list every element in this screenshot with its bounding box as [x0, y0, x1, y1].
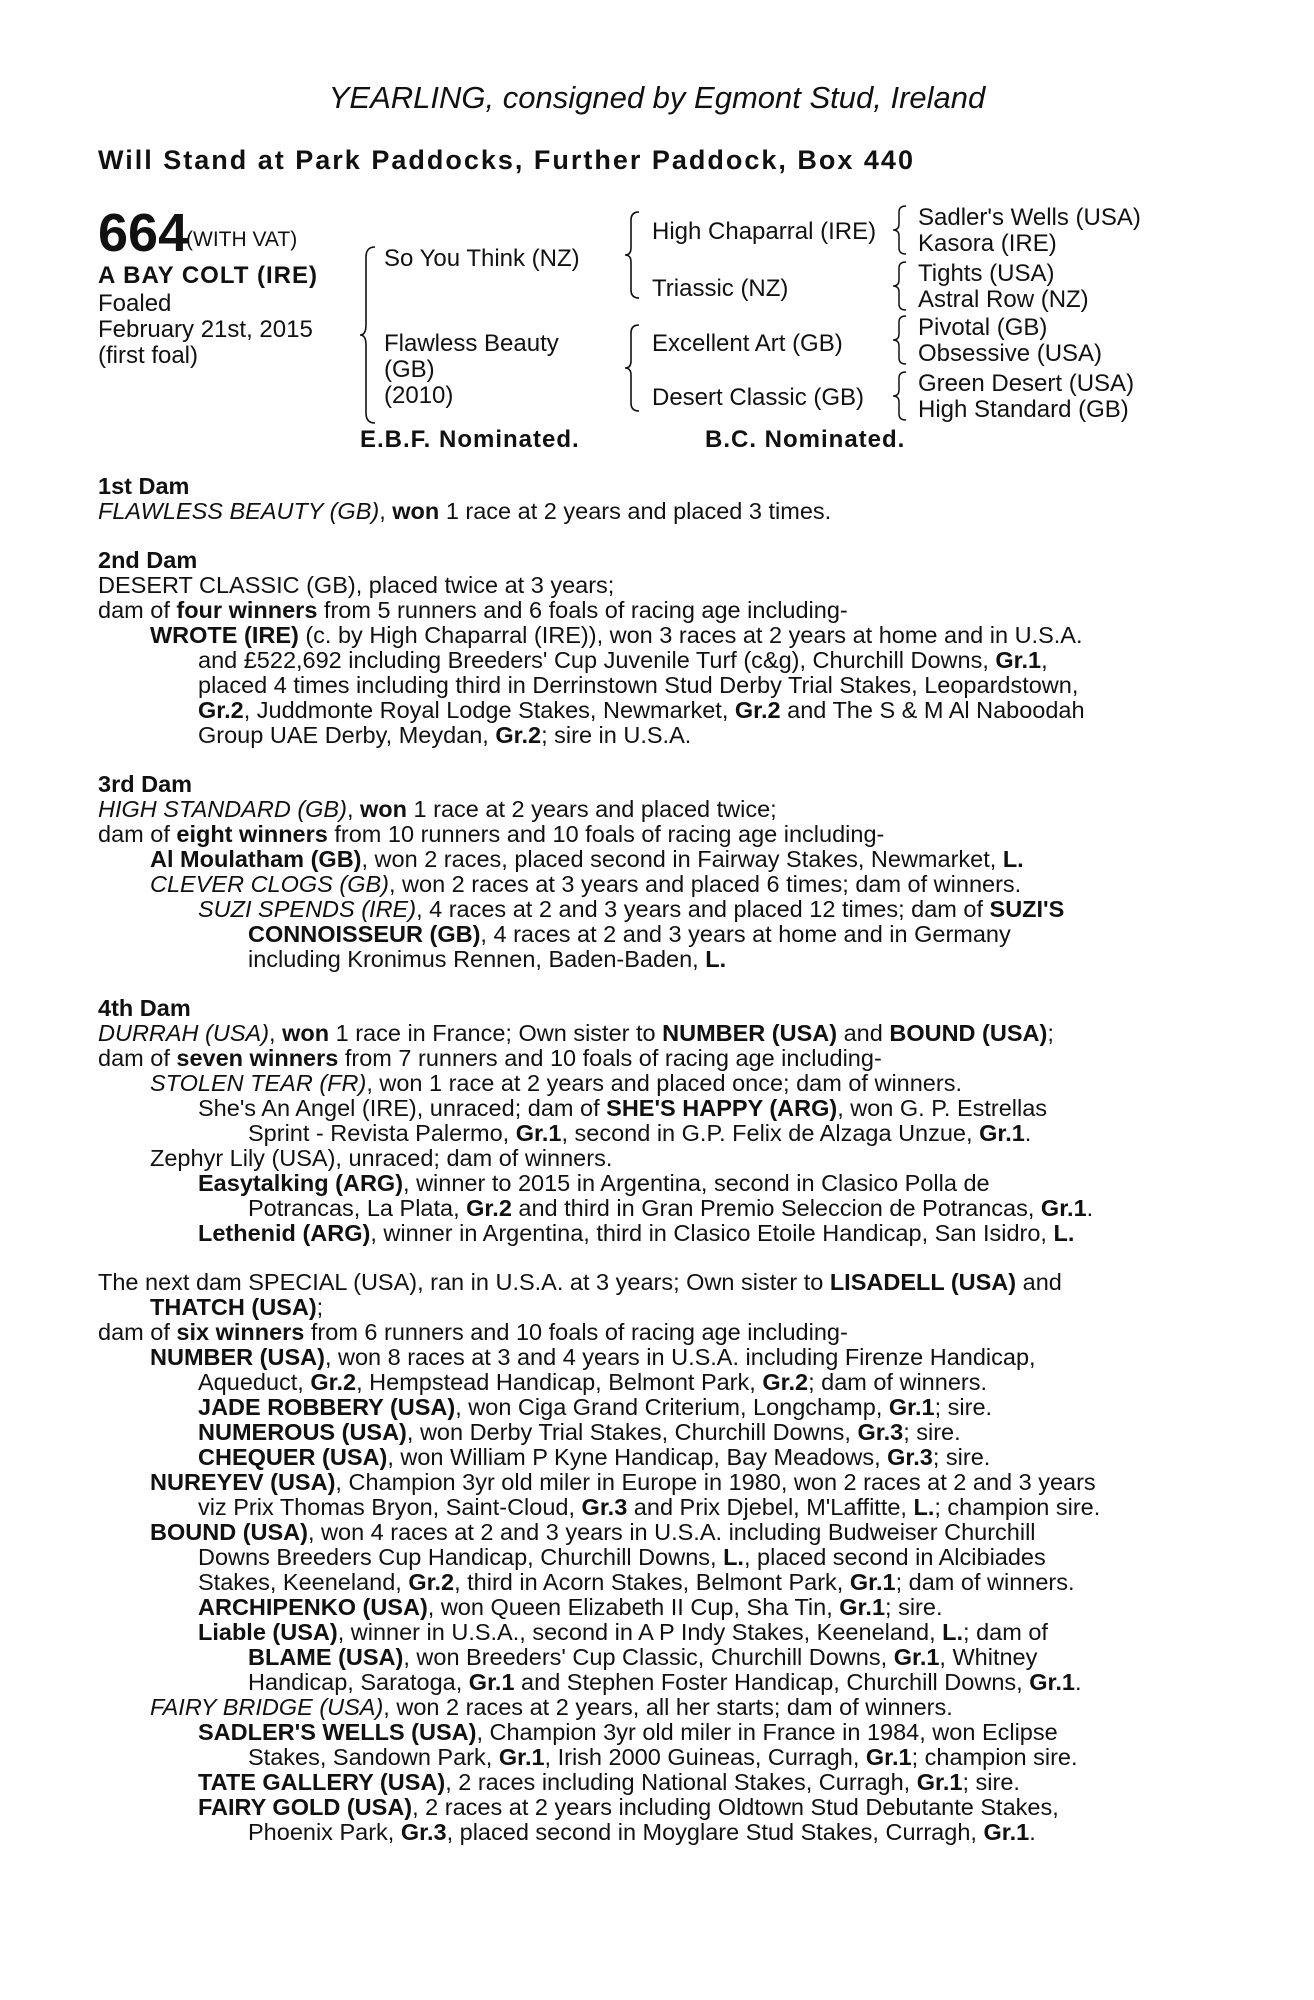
text-line: and £522,692 including Breeders' Cup Juvenile Turf (c&g), Churchill Downs, Gr.1,: [198, 647, 1048, 673]
bc-nominated: B.C. Nominated.: [705, 426, 906, 453]
text-line: Potrancas, La Plata, Gr.2 and third in Gran Premio Seleccion de Potrancas, Gr.1.: [248, 1195, 1094, 1221]
text-line: THATCH (USA);: [150, 1294, 324, 1320]
first-dam-line: FLAWLESS BEAUTY (GB), won 1 race at 2 years and placed 3 times.: [98, 498, 832, 524]
text-line: Aqueduct, Gr.2, Hempstead Handicap, Belmont Park, Gr.2; dam of winners.: [198, 1369, 987, 1395]
gsire-6: Obsessive (USA): [918, 340, 1103, 367]
text-line: HIGH STANDARD (GB), won 1 race at 2 years and placed twice;: [98, 796, 777, 822]
progeny-line: Lethenid (ARG), winner in Argentina, third in Clasico Etoile Handicap, San Isidro, L.: [198, 1220, 1075, 1246]
gsire-5: Pivotal (GB): [918, 314, 1048, 341]
progeny-line: Zephyr Lily (USA), unraced; dam of winners.: [150, 1145, 613, 1171]
progeny-line: ARCHIPENKO (USA), won Queen Elizabeth II Cup, Sha Tin, Gr.1; sire.: [198, 1594, 943, 1620]
gsire-8: High Standard (GB): [918, 396, 1129, 423]
gsire-3: Tights (USA): [918, 260, 1055, 287]
foaled-label: Foaled: [98, 290, 172, 317]
text-line: placed 4 times including third in Derrinstown Stud Derby Trial Stakes, Leopardstown,: [198, 672, 1079, 698]
dam-dam: Desert Classic (GB): [652, 384, 865, 411]
progeny-line: JADE ROBBERY (USA), won Ciga Grand Criterium, Longchamp, Gr.1; sire.: [198, 1394, 993, 1420]
foaled-date: February 21st, 2015: [98, 316, 313, 343]
vat-label: (WITH VAT): [186, 228, 298, 251]
progeny-line: Liable (USA), winner in U.S.A., second in A P Indy Stakes, Keeneland, L.; dam of: [198, 1619, 1048, 1645]
progeny-line: CLEVER CLOGS (GB), won 2 races at 3 years and placed 6 times; dam of winners.: [150, 871, 1022, 897]
gsire-4: Astral Row (NZ): [918, 286, 1089, 313]
page-title: YEARLING, consigned by Egmont Stud, Ireland: [328, 80, 986, 115]
progeny-line: She's An Angel (IRE), unraced; dam of SHE'S HAPPY (ARG), won G. P. Estrellas: [198, 1095, 1048, 1121]
text-line: DURRAH (USA), won 1 race in France; Own sister to NUMBER (USA) and BOUND (USA);: [98, 1020, 1054, 1046]
gsire-2: Kasora (IRE): [918, 230, 1057, 257]
progeny-line: NUMEROUS (USA), won Derby Trial Stakes, Churchill Downs, Gr.3; sire.: [198, 1419, 961, 1445]
pedigree-brace-g2: [893, 260, 909, 312]
sire-sire: High Chaparral (IRE): [652, 218, 877, 245]
progeny-line: FAIRY BRIDGE (USA), won 2 races at 2 years, all her starts; dam of winners.: [150, 1694, 953, 1720]
progeny-line: FAIRY GOLD (USA), 2 races at 2 years including Oldtown Stud Debutante Stakes,: [198, 1794, 1059, 1820]
text-line: Stakes, Keeneland, Gr.2, third in Acorn Stakes, Belmont Park, Gr.1; dam of winners.: [198, 1569, 1075, 1595]
progeny-line: CHEQUER (USA), won William P Kyne Handicap, Bay Meadows, Gr.3; sire.: [198, 1444, 991, 1470]
text-line: dam of seven winners from 7 runners and 10 foals of racing age including-: [98, 1045, 882, 1071]
pedigree-brace-g4: [893, 370, 909, 422]
progeny-line: SUZI SPENDS (IRE), 4 races at 2 and 3 years and placed 12 times; dam of SUZI'S: [198, 896, 1065, 922]
text-line: DESERT CLASSIC (GB), placed twice at 3 years;: [98, 572, 615, 598]
second-dam-section: [98, 548, 1198, 748]
progeny-line: NUREYEV (USA), Champion 3yr old miler in Europe in 1980, won 2 races at 2 and 3 years: [150, 1469, 1096, 1495]
progeny-line: Al Moulatham (GB), won 2 races, placed second in Fairway Stakes, Newmarket, L.: [150, 846, 1024, 872]
dam-origin: (GB): [384, 356, 435, 383]
pedigree-brace-g1: [893, 204, 909, 256]
text-line: including Kronimus Rennen, Baden-Baden, L.: [248, 946, 727, 972]
pedigree-brace-g3: [893, 314, 909, 366]
dam-sire: Excellent Art (GB): [652, 330, 843, 357]
gsire-1: Sadler's Wells (USA): [918, 204, 1141, 231]
fourth-dam-section: [98, 996, 1198, 1246]
next-dam-section: [98, 1270, 1198, 1845]
text-line: Downs Breeders Cup Handicap, Churchill Downs, L., placed second in Alcibiades: [198, 1544, 1046, 1570]
section-heading: 2nd Dam: [98, 547, 198, 573]
ebf-nominated: E.B.F. Nominated.: [360, 426, 580, 453]
text-line: Sprint - Revista Palermo, Gr.1, second in G.P. Felix de Alzaga Unzue, Gr.1.: [248, 1120, 1032, 1146]
location-line: Will Stand at Park Paddocks, Further Paddock, Box 440: [98, 145, 915, 175]
text-line: CONNOISSEUR (GB), 4 races at 2 and 3 years at home and in Germany: [248, 921, 1011, 947]
text-line: Stakes, Sandown Park, Gr.1, Irish 2000 Guineas, Curragh, Gr.1; champion sire.: [248, 1744, 1078, 1770]
lot-description: A BAY COLT (IRE): [98, 262, 319, 289]
text-line: viz Prix Thomas Bryon, Saint-Cloud, Gr.3 and Prix Djebel, M'Laffitte, L.; champion sire.: [198, 1494, 1101, 1520]
text-line: The next dam SPECIAL (USA), ran in U.S.A. at 3 years; Own sister to LISADELL (USA) and: [98, 1269, 1062, 1295]
progeny-line: STOLEN TEAR (FR), won 1 race at 2 years and placed once; dam of winners.: [150, 1070, 962, 1096]
section-heading: 1st Dam: [98, 473, 190, 499]
pedigree-brace-sire: [625, 210, 643, 300]
section-heading: 4th Dam: [98, 995, 191, 1021]
pedigree-brace-dam: [625, 323, 643, 413]
section-heading: 3rd Dam: [98, 771, 193, 797]
progeny-line: SADLER'S WELLS (USA), Champion 3yr old miler in France in 1984, won Eclipse: [198, 1719, 1058, 1745]
text-line: dam of eight winners from 10 runners and 10 foals of racing age including-: [98, 821, 885, 847]
pedigree-brace-main: [360, 245, 380, 425]
text-line: dam of four winners from 5 runners and 6 foals of racing age including-: [98, 597, 848, 623]
sire-dam: Triassic (NZ): [652, 275, 789, 302]
text-line: dam of six winners from 6 runners and 10 foals of racing age including-: [98, 1319, 848, 1345]
sire-name: So You Think (NZ): [384, 245, 580, 272]
dam-year: (2010): [384, 382, 454, 409]
dam-name: Flawless Beauty: [384, 330, 559, 357]
progeny-line: WROTE (IRE) (c. by High Chaparral (IRE)), won 3 races at 2 years at home and in U.S.A.: [150, 622, 1083, 648]
text-line: Handicap, Saratoga, Gr.1 and Stephen Foster Handicap, Churchill Downs, Gr.1.: [248, 1669, 1082, 1695]
gsire-7: Green Desert (USA): [918, 370, 1135, 397]
progeny-line: NUMBER (USA), won 8 races at 3 and 4 years in U.S.A. including Firenze Handicap,: [150, 1344, 1036, 1370]
third-dam-section: [98, 772, 1198, 972]
text-line: Group UAE Derby, Meydan, Gr.2; sire in U.S.A.: [198, 722, 692, 748]
text-line: Gr.2, Juddmonte Royal Lodge Stakes, Newmarket, Gr.2 and The S & M Al Naboodah: [198, 697, 1085, 723]
foal-note: (first foal): [98, 342, 199, 369]
progeny-line: Easytalking (ARG), winner to 2015 in Argentina, second in Clasico Polla de: [198, 1170, 990, 1196]
first-dam-section: [98, 474, 1198, 524]
progeny-line: TATE GALLERY (USA), 2 races including National Stakes, Curragh, Gr.1; sire.: [198, 1769, 1020, 1795]
progeny-line: BOUND (USA), won 4 races at 2 and 3 years in U.S.A. including Budweiser Churchill: [150, 1519, 1036, 1545]
progeny-line: BLAME (USA), won Breeders' Cup Classic, Churchill Downs, Gr.1, Whitney: [248, 1644, 1038, 1670]
lot-number: 664: [98, 203, 189, 263]
text-line: Phoenix Park, Gr.3, placed second in Moyglare Stud Stakes, Curragh, Gr.1.: [248, 1819, 1036, 1845]
